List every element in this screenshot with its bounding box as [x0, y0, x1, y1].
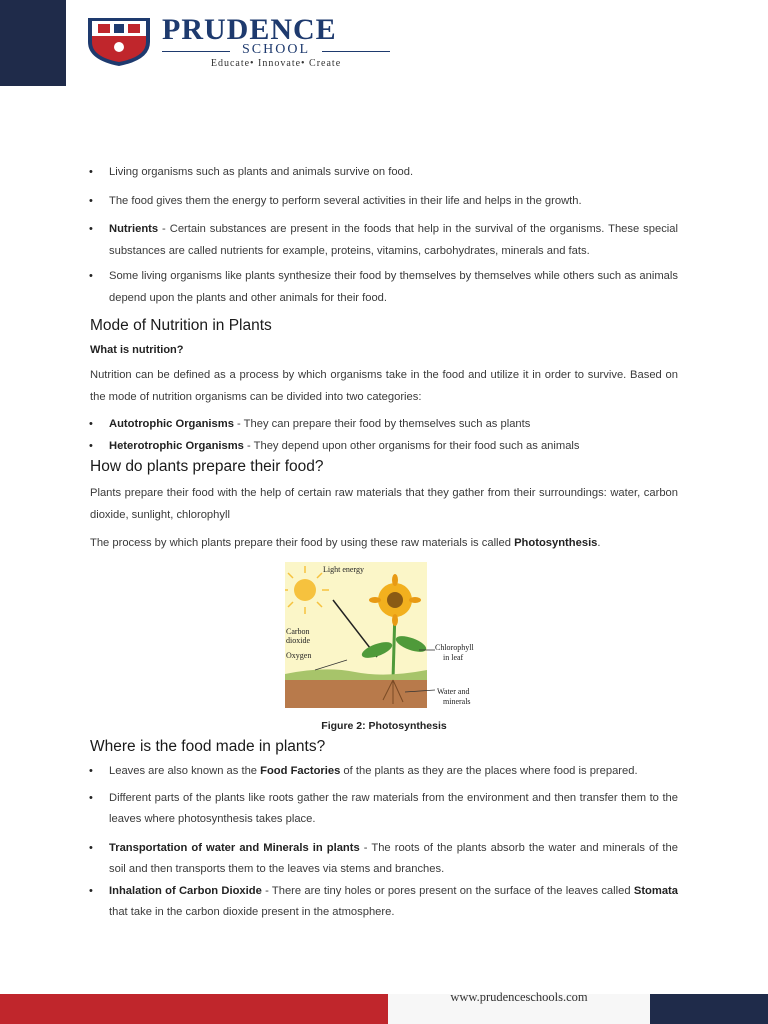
list-item — [90, 162, 678, 184]
list-item — [90, 219, 678, 262]
list-item-text: - There are tiny holes or pores present on the surface of the leaves called — [261, 884, 634, 897]
list-item — [90, 881, 678, 924]
bullet-icon: • — [89, 765, 93, 777]
section-heading: Mode of Nutrition in Plants — [90, 317, 272, 334]
paragraph-term: Photosynthesis — [514, 537, 598, 549]
bullet-icon: • — [89, 841, 93, 854]
bullet-icon: • — [89, 194, 93, 207]
list-item — [90, 414, 678, 436]
bullet-icon: • — [89, 884, 93, 897]
school-tagline: Educate• Innovate• Create — [210, 58, 342, 69]
figure-label-dioxide: dioxide — [286, 636, 310, 645]
list-item-text: - They can prepare their food by themselves such as plants — [233, 418, 531, 430]
header-corner-block — [0, 0, 66, 86]
figure-label-in-leaf: in leaf — [443, 653, 464, 662]
food-factory-list — [90, 761, 678, 924]
list-item-text: - The roots of the plants absorb the water and minerals of the soil and then transports them to the leaves via stems and branches. — [109, 841, 678, 875]
list-item-text: Leaves are also known as the — [109, 765, 261, 777]
section-heading: Where is the food made in plants? — [90, 738, 326, 755]
bullet-icon: • — [89, 270, 93, 282]
list-item — [90, 266, 678, 309]
list-item-term: Stomata — [633, 884, 678, 897]
school-subtitle: SCHOOL — [241, 42, 310, 57]
paragraph-end: . — [597, 537, 601, 549]
photosynthesis-illustration — [285, 562, 485, 710]
bullet-icon: • — [89, 223, 93, 235]
list-item-term: Transportation of water and Minerals in plants — [109, 841, 360, 854]
footer-website-link[interactable]: www.prudenceschools.com — [450, 990, 588, 1004]
figure-label-light: Light energy — [323, 565, 364, 574]
list-item-text: that take in the carbon dioxide present in the atmosphere. — [109, 906, 395, 918]
list-item — [90, 191, 678, 213]
figure-label-water: Water and — [437, 687, 470, 696]
document-body — [90, 162, 678, 555]
bullet-icon: • — [89, 418, 93, 430]
section-heading: How do plants prepare their food? — [90, 458, 324, 475]
bullet-icon: • — [89, 166, 93, 178]
list-item-text: - Certain substances are present in the foods that help in the survival of the organisms. These special substances are called nutrients for example, proteins, vitamins, carbohydrates, minerals and fats. — [109, 223, 678, 257]
list-item — [90, 788, 678, 831]
footer-navy-bar — [650, 994, 768, 1024]
list-item-text: Different parts of the plants like roots gather the raw materials from the environment and then transfer them to the leaves where photosynthesis takes place. — [109, 791, 678, 825]
list-item-term: Autotrophic Organisms — [109, 418, 234, 430]
list-item-text: - They depend upon other organisms for their food such as animals — [243, 439, 580, 452]
figure-caption: Figure 2: Photosynthesis — [321, 720, 447, 732]
list-item-term: Inhalation of Carbon Dioxide — [109, 884, 262, 897]
figure-label-chlorophyll: Chlorophyll — [435, 643, 474, 652]
list-item-text: The food gives them the energy to perform several activities in their life and helps in the growth. — [109, 194, 582, 207]
school-name: PRUDENCE — [162, 13, 337, 46]
logo-rule-right — [322, 51, 390, 52]
list-item-text: Some living organisms like plants synthesize their food by themselves by themselves while others such as animals depend upon the plants and other animals for their food. — [109, 270, 678, 304]
intro-list — [90, 162, 678, 309]
list-item — [90, 838, 678, 881]
list-item-term: Heterotrophic Organisms — [109, 439, 244, 452]
figure-label-carbon: Carbon — [286, 627, 310, 636]
section-subheading: What is nutrition? — [90, 344, 184, 356]
list-item-term: Food Factories — [260, 765, 341, 777]
list-item — [90, 761, 678, 783]
list-item-term: Nutrients — [109, 223, 159, 235]
bullet-icon: • — [89, 439, 93, 452]
figure-label-minerals: minerals — [443, 697, 471, 706]
paragraph-text: The process by which plants prepare their food by using these raw materials is called — [90, 537, 515, 549]
document-body-lower — [90, 737, 678, 924]
paragraph: Nutrition can be defined as a process by which organisms take in the food and utilize it in order to survive. Based on the mode of nutrition organisms can be divided into two categories: — [90, 369, 678, 403]
paragraph — [90, 533, 678, 555]
footer-red-bar — [0, 994, 388, 1024]
crest-icon — [84, 14, 154, 68]
paragraph: Plants prepare their food with the help of certain raw materials that they gather from their surroundings: water, carbon dioxide, sunlight, chlorophyll — [90, 487, 678, 521]
organism-list — [90, 414, 678, 457]
list-item — [90, 436, 678, 458]
school-logo — [84, 14, 404, 74]
photosynthesis-figure — [285, 562, 485, 710]
bullet-icon: • — [89, 791, 93, 804]
list-item-text: Living organisms such as plants and animals survive on food. — [109, 166, 414, 178]
figure-label-oxygen: Oxygen — [286, 651, 312, 660]
list-item-text: of the plants as they are the places where food is prepared. — [340, 765, 638, 777]
